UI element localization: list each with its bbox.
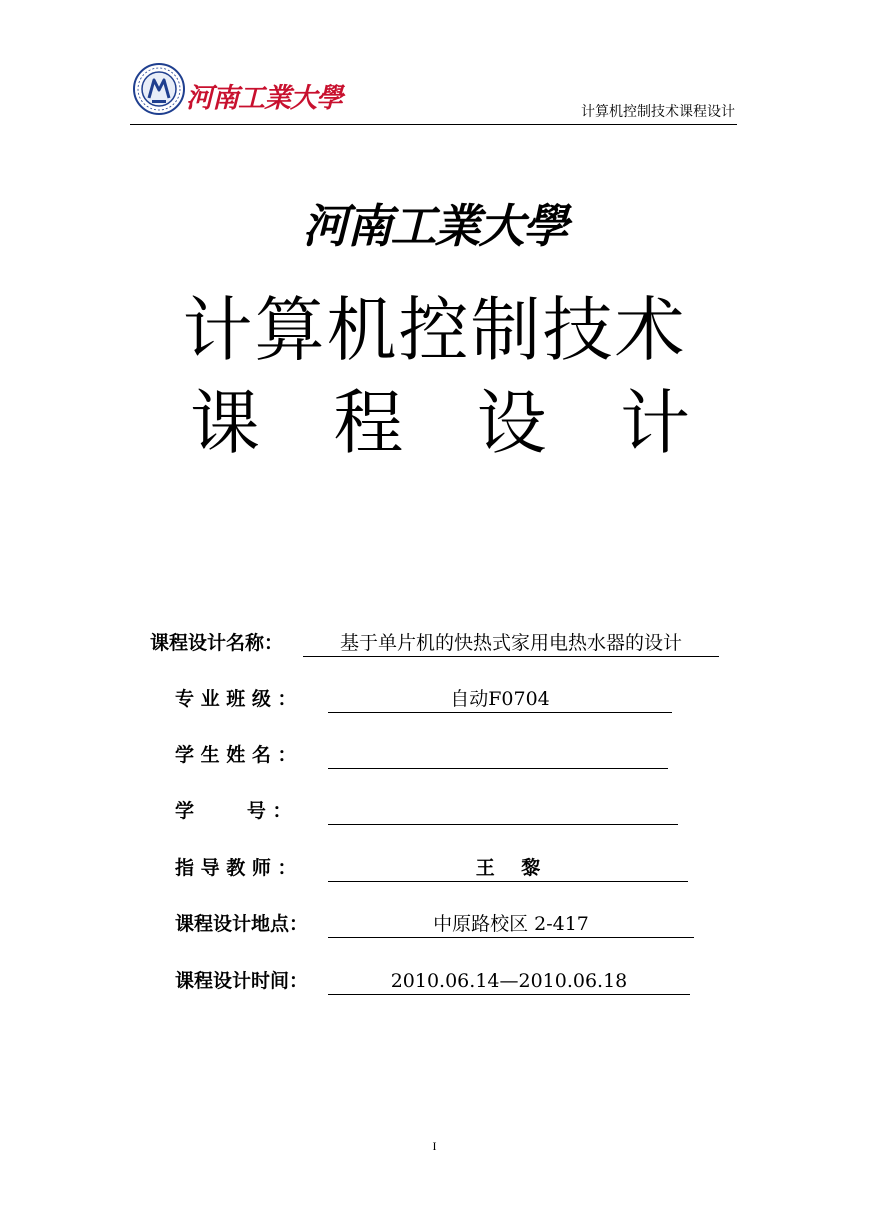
field-design-name [150,630,730,662]
field-label: 课程设计地点： [175,913,309,935]
field-instructor [175,855,695,887]
header-course-title: 计算机控制技术课程设计 [581,104,735,120]
main-title: 计算机控制技术 [182,289,687,371]
field-value: 中原路校区 2-417 [328,911,694,938]
field-label: 专 业 班 级 ： [175,688,297,710]
field-label: 课程设计时间： [175,970,309,992]
sub-title-char: 课 [190,382,260,464]
field-value: 基于单片机的快热式家用电热水器的设计 [303,630,719,657]
field-value: 自动F0704 [328,686,672,713]
field-student-name [175,742,685,774]
page-number: I [432,1139,437,1153]
field-label: 指 导 教 师 ： [175,857,297,879]
field-time [175,968,705,1000]
sub-title-char: 程 [333,382,404,464]
sub-title-char: 设 [476,382,547,464]
field-value: 王 黎 [328,855,688,882]
header-university-logo: 河南工業大學 [186,83,342,114]
field-major-class [175,686,685,718]
field-student-id [175,798,685,830]
sub-title-char: 计 [619,382,690,464]
university-seal-icon [132,62,186,116]
university-name: 河南工業大學 [302,199,567,253]
field-value [328,742,668,769]
page-header [130,58,737,125]
field-value: 2010.06.14—2010.06.18 [328,968,690,995]
field-label: 课程设计名称： [150,632,284,654]
field-label: 学 生 姓 名 ： [175,744,297,766]
field-label: 学 号 ： [175,800,292,822]
field-location [175,911,705,943]
sub-title [190,383,690,463]
field-value [328,798,678,825]
